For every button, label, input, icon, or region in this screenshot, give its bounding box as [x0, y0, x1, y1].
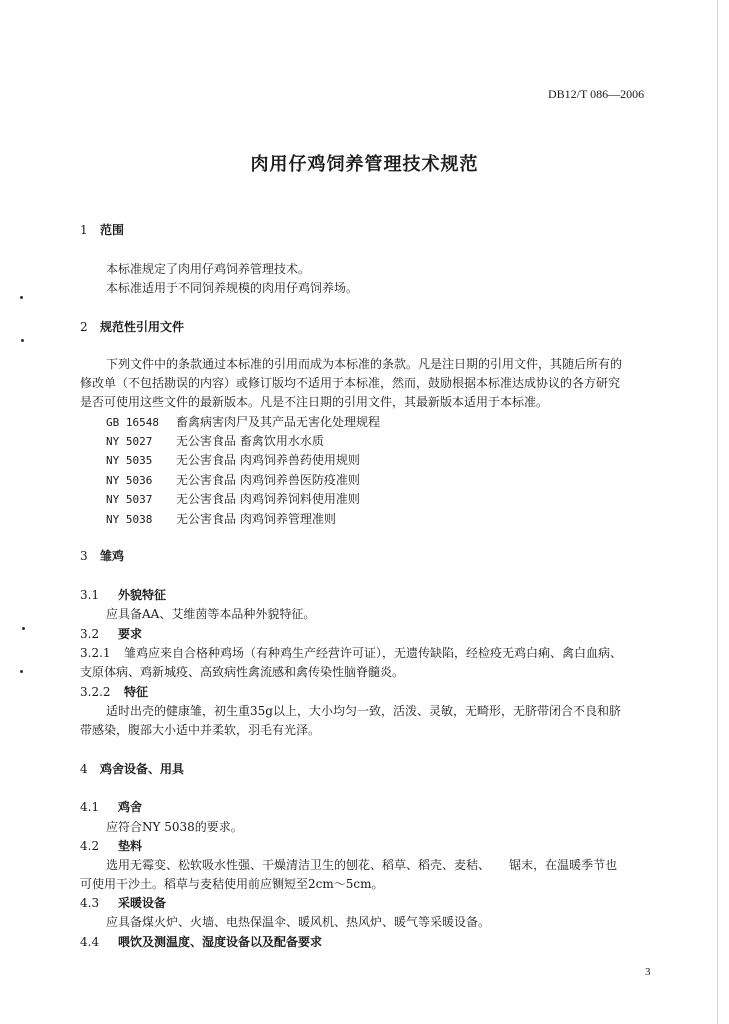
- reference-code: NY 5035: [106, 454, 153, 467]
- section-number: 3: [80, 549, 88, 563]
- subsection-3-1-heading: [80, 586, 166, 603]
- reference-title: 无公害食品 肉鸡饲养饲料使用准则: [176, 492, 360, 506]
- subsection-number: 3.1: [80, 588, 100, 602]
- reference-item: [106, 413, 380, 430]
- subsection-number: 4.2: [80, 839, 100, 853]
- clause-title: 特征: [124, 685, 149, 699]
- clause-3-2-2-heading: [80, 683, 148, 700]
- subsection-title: 喂饮及测温度、湿度设备以及配备要求: [118, 935, 323, 949]
- subsection-4-3-heading: [80, 894, 166, 911]
- subsection-title: 要求: [118, 627, 143, 641]
- subsection-title: 垫料: [118, 839, 143, 853]
- clause-number: 3.2.2: [80, 685, 111, 699]
- paragraph-line: 可使用干沙土。稻草与麦秸使用前应铡短至2cm～5cm。: [80, 877, 384, 891]
- scan-speck: [21, 339, 24, 342]
- subsection-title: 鸡舍: [118, 800, 143, 814]
- section-title: 范围: [100, 223, 125, 237]
- clause-3-2-1: [80, 644, 622, 661]
- paragraph: 应具备煤火炉、火墙、电热保温伞、暖风机、热风炉、暖气等采暖设备。: [106, 915, 491, 929]
- subsection-3-2-heading: [80, 625, 142, 642]
- reference-title: 无公害食品 畜禽饮用水水质: [176, 434, 324, 448]
- paragraph: 本标准规定了肉用仔鸡饲养管理技术。: [106, 262, 311, 276]
- reference-item: [106, 510, 336, 527]
- scan-edge-line: [717, 0, 718, 1024]
- reference-title: 畜禽病害肉尸及其产品无害化处理规程: [176, 415, 381, 429]
- reference-item: [106, 490, 360, 507]
- reference-code: NY 5036: [106, 474, 153, 487]
- reference-item: [106, 471, 360, 488]
- clause-number: 3.2.1: [80, 646, 111, 660]
- paragraph: 应具备AA、艾维茵等本品种外貌特征。: [106, 607, 316, 621]
- paragraph-line: 支原体病、鸡新城疫、高致病性禽流感和禽传染性脑脊髓炎。: [80, 665, 405, 679]
- subsection-title: 采暖设备: [118, 896, 167, 910]
- paragraph: 本标准适用于不同饲养规模的肉用仔鸡饲养场。: [106, 281, 359, 295]
- reference-title: 无公害食品 肉鸡饲养管理准则: [176, 512, 336, 526]
- subsection-number: 3.2: [80, 627, 100, 641]
- subsection-title: 外貌特征: [118, 588, 167, 602]
- clause-text: 雏鸡应来自合格种鸡场（有种鸡生产经营许可证），无遗传缺陷，经检疫无鸡白痢、禽白血病、: [124, 646, 623, 660]
- section-number: 4: [80, 762, 88, 776]
- reference-item: [106, 432, 324, 449]
- subsection-4-4-heading: [80, 933, 322, 950]
- subsection-number: 4.3: [80, 896, 100, 910]
- section-4-heading: [80, 760, 184, 777]
- scan-speck: [22, 627, 25, 630]
- paragraph-line: 是否可使用这些文件的最新版本。凡是不注日期的引用文件，其最新版本适用于本标准。: [80, 395, 549, 409]
- paragraph-line: 适时出壳的健康雏，初生重35g以上，大小均匀一致，活泼、灵敏，无畸形，无脐带闭合不良和脐: [106, 704, 621, 718]
- reference-code: NY 5037: [106, 493, 153, 506]
- document-title: 肉用仔鸡饲养管理技术规范: [250, 154, 479, 175]
- section-title: 规范性引用文件: [100, 320, 185, 334]
- subsection-number: 4.4: [80, 935, 100, 949]
- paragraph-line: 修改单（不包括勘误的内容）或修订版均不适用于本标准，然而，鼓励根据本标准达成协议的各方研究: [80, 376, 621, 390]
- scan-speck: [20, 670, 23, 673]
- reference-code: NY 5038: [106, 513, 153, 526]
- section-2-heading: [80, 318, 184, 335]
- reference-title: 无公害食品 肉鸡饲养兽医防疫准则: [176, 473, 360, 487]
- reference-item: [106, 451, 360, 468]
- subsection-4-2-heading: [80, 837, 142, 854]
- section-title: 鸡舍设备、用具: [100, 762, 185, 776]
- paragraph-line: 选用无霉变、松软吸水性强、干燥清洁卫生的刨花、稻草、稻壳、麦秸、 锯末，在温暖季节也: [106, 858, 618, 872]
- paragraph-line: 带感染，腹部大小适中并柔软，羽毛有光泽。: [80, 723, 321, 737]
- reference-code: NY 5027: [106, 435, 153, 448]
- subsection-4-1-heading: [80, 798, 142, 815]
- section-1-heading: [80, 221, 124, 238]
- reference-title: 无公害食品 肉鸡饲养兽药使用规则: [176, 453, 360, 467]
- section-3-heading: [80, 547, 124, 564]
- subsection-number: 4.1: [80, 800, 100, 814]
- scan-speck: [20, 296, 23, 299]
- page-number: 3: [645, 966, 651, 978]
- reference-code: GB 16548: [106, 416, 159, 429]
- section-title: 雏鸡: [100, 549, 125, 563]
- document-number: DB12/T 086—2006: [548, 87, 645, 101]
- paragraph-line: 下列文件中的条款通过本标准的引用而成为本标准的条款。凡是注日期的引用文件，其随后所有的: [106, 357, 623, 371]
- paragraph: 应符合NY 5038的要求。: [106, 820, 243, 834]
- section-number: 1: [80, 223, 88, 237]
- section-number: 2: [80, 320, 88, 334]
